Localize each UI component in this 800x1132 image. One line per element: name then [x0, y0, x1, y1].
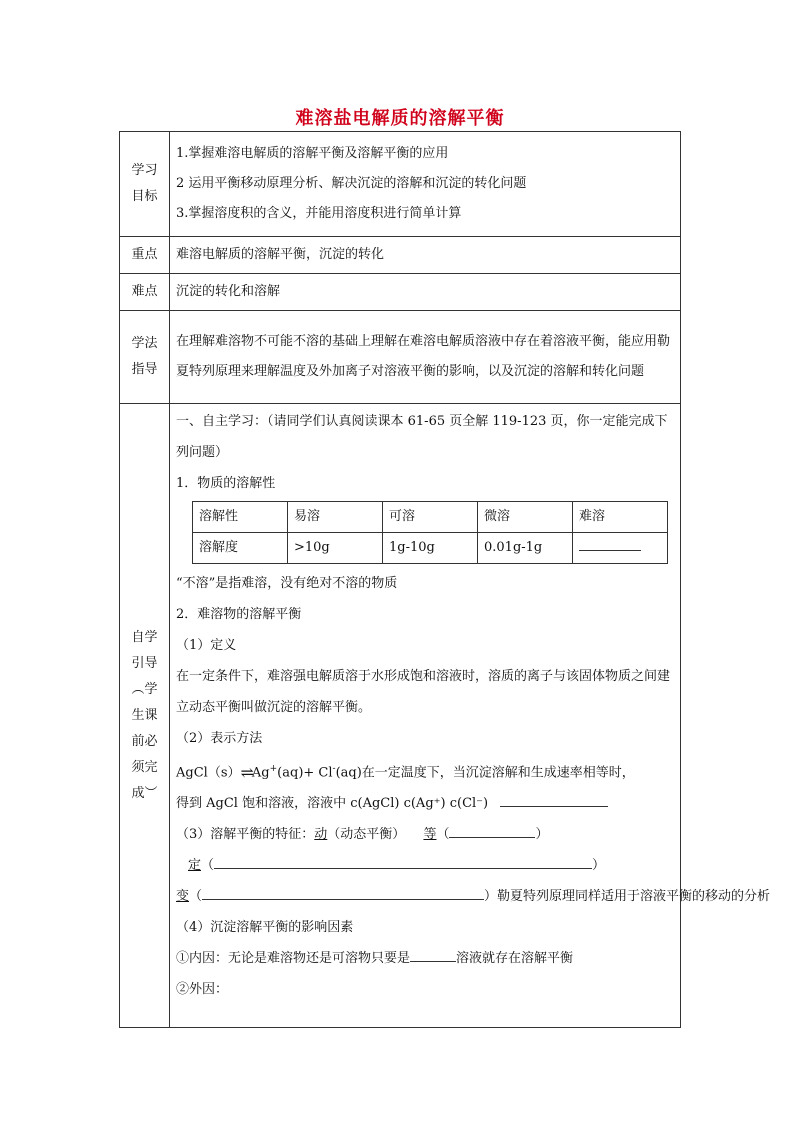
- saturation-line: [176, 788, 674, 819]
- eq-reactant: AgCl（s）: [176, 765, 241, 781]
- label-line: 目标: [131, 189, 158, 204]
- method-content: 在理解难溶物不可能不溶的基础上理解在难溶电解质溶液中存在着溶液平衡，能应用勒夏特列原理来理解温度及外加离子对溶液平衡的影响，以及沉淀的溶解和转化问题: [170, 311, 681, 404]
- feature-dong: 动: [314, 827, 328, 843]
- external-factor: ②外因：: [176, 982, 229, 998]
- features-title: （3）溶解平衡的特征：: [176, 827, 315, 843]
- table-cell: >10g: [288, 533, 383, 564]
- feature-dong-note: （动态平衡）: [327, 827, 406, 843]
- eq-description: (aq)在一定温度下，当沉淀溶解和生成速率相等时，: [335, 765, 635, 781]
- label-line: 自学: [131, 629, 158, 645]
- label-line: ︵学: [131, 681, 158, 697]
- eq-product: (aq)+ Cl: [277, 765, 333, 781]
- paren-close: ）: [535, 827, 549, 843]
- goals-content: [170, 132, 681, 237]
- table-cell: 易溶: [288, 502, 383, 533]
- representation-title: （2）表示方法: [176, 731, 263, 746]
- table-cell: 微溶: [478, 502, 573, 533]
- feature-bian-tail: ）勒夏特列原理同样适用于溶液平衡的移动的分析: [484, 889, 771, 905]
- solubility-value-row: [193, 533, 668, 564]
- table-cell: 溶解性: [193, 502, 288, 533]
- feature-ding-line: [176, 850, 674, 881]
- answer-blank: [410, 947, 456, 962]
- table-cell: 1g-10g: [383, 533, 478, 564]
- paren-open: （: [201, 858, 215, 874]
- paren-open: （: [189, 889, 203, 905]
- solubility-table: [192, 501, 668, 564]
- guide-label: [120, 404, 170, 1028]
- paren-close: ）: [592, 858, 606, 874]
- internal-factor-pre: ①内因：无论是难溶物还是可溶物只要是: [176, 951, 411, 967]
- difficulty-row: [120, 274, 681, 311]
- internal-factor-post: 溶液就存在溶解平衡: [456, 951, 574, 967]
- eq-cl-charge: -: [332, 764, 336, 774]
- label-line: 学法: [131, 336, 158, 351]
- reversible-arrow-icon: ⇌: [240, 762, 252, 782]
- internal-factor-line: [176, 943, 674, 974]
- section-2-title: 2．难溶物的溶解平衡: [176, 607, 302, 622]
- factors-title: （4）沉淀溶解平衡的影响因素: [176, 920, 354, 936]
- difficulty-label: 难点: [120, 274, 170, 311]
- table-cell: 溶解度: [193, 533, 288, 564]
- intro-text: 一、自主学习：（请同学们认真阅读课本 61-65 页全解 119-123 页，你一定能完成下列问题）: [176, 414, 668, 460]
- label-line: 学习: [131, 163, 158, 178]
- paren-open: （: [436, 827, 450, 843]
- table-cell: 可溶: [383, 502, 478, 533]
- label-line: 生课: [131, 707, 158, 723]
- method-label: [120, 311, 170, 404]
- feature-bian-line: [176, 881, 771, 912]
- feature-ding: 定: [188, 858, 202, 874]
- definition-title: （1）定义: [176, 638, 237, 653]
- answer-blank-cell: [573, 533, 668, 564]
- answer-blank: [214, 854, 592, 869]
- equilibrium-equation: [176, 754, 674, 788]
- section-1-title: 1．物质的溶解性: [176, 476, 276, 491]
- eq-ag: Ag: [251, 765, 270, 781]
- feature-deng: 等: [423, 827, 437, 843]
- key-content: 难溶电解质的溶解平衡，沉淀的转化: [170, 237, 681, 274]
- goal-item: 2 运用平衡移动原理分析、解决沉淀的溶解和沉淀的转化问题: [176, 176, 527, 191]
- table-cell: 难溶: [573, 502, 668, 533]
- page-title: 难溶盐电解质的溶解平衡: [295, 108, 505, 129]
- eq-ag-charge: +: [269, 764, 278, 774]
- answer-blank: [202, 885, 484, 900]
- goals-row: [120, 132, 681, 237]
- answer-blank: [500, 792, 608, 807]
- solubility-header-row: [193, 502, 668, 533]
- guide-content: [170, 404, 771, 1028]
- goal-item: 1.掌握难溶电解质的溶解平衡及溶解平衡的应用: [176, 146, 449, 161]
- table-cell: 0.01g-1g: [478, 533, 573, 564]
- feature-bian: 变: [176, 889, 190, 905]
- difficulty-content: 沉淀的转化和溶解: [170, 274, 681, 311]
- key-row: [120, 237, 681, 274]
- label-line: 前必: [131, 733, 158, 749]
- label-line: 指导: [131, 362, 158, 377]
- answer-blank: [579, 536, 641, 551]
- label-line: 须完: [131, 759, 158, 775]
- saturation-text: 得到 AgCl 饱和溶液，溶液中 c(AgCl) c(Ag⁺) c(Cl⁻): [176, 796, 489, 812]
- definition-text: 在一定条件下，难溶强电解质溶于水形成饱和溶液时，溶质的离子与该固体物质之间建立动态平衡叫做沉淀的溶解平衡。: [176, 669, 671, 715]
- method-row: [120, 311, 681, 404]
- label-line: 引导: [131, 655, 158, 671]
- goals-label: [120, 132, 170, 237]
- note-text: “不溶”是指难溶，没有绝对不溶的物质: [176, 576, 398, 591]
- key-label: 重点: [120, 237, 170, 274]
- guide-row: [120, 404, 681, 1028]
- features-line: [176, 819, 674, 850]
- label-line: 成︶: [131, 785, 158, 801]
- answer-blank: [449, 823, 535, 838]
- goal-item: 3.掌握溶度积的含义，并能用溶度积进行简单计算: [176, 206, 462, 221]
- lesson-plan-table: [119, 131, 771, 1028]
